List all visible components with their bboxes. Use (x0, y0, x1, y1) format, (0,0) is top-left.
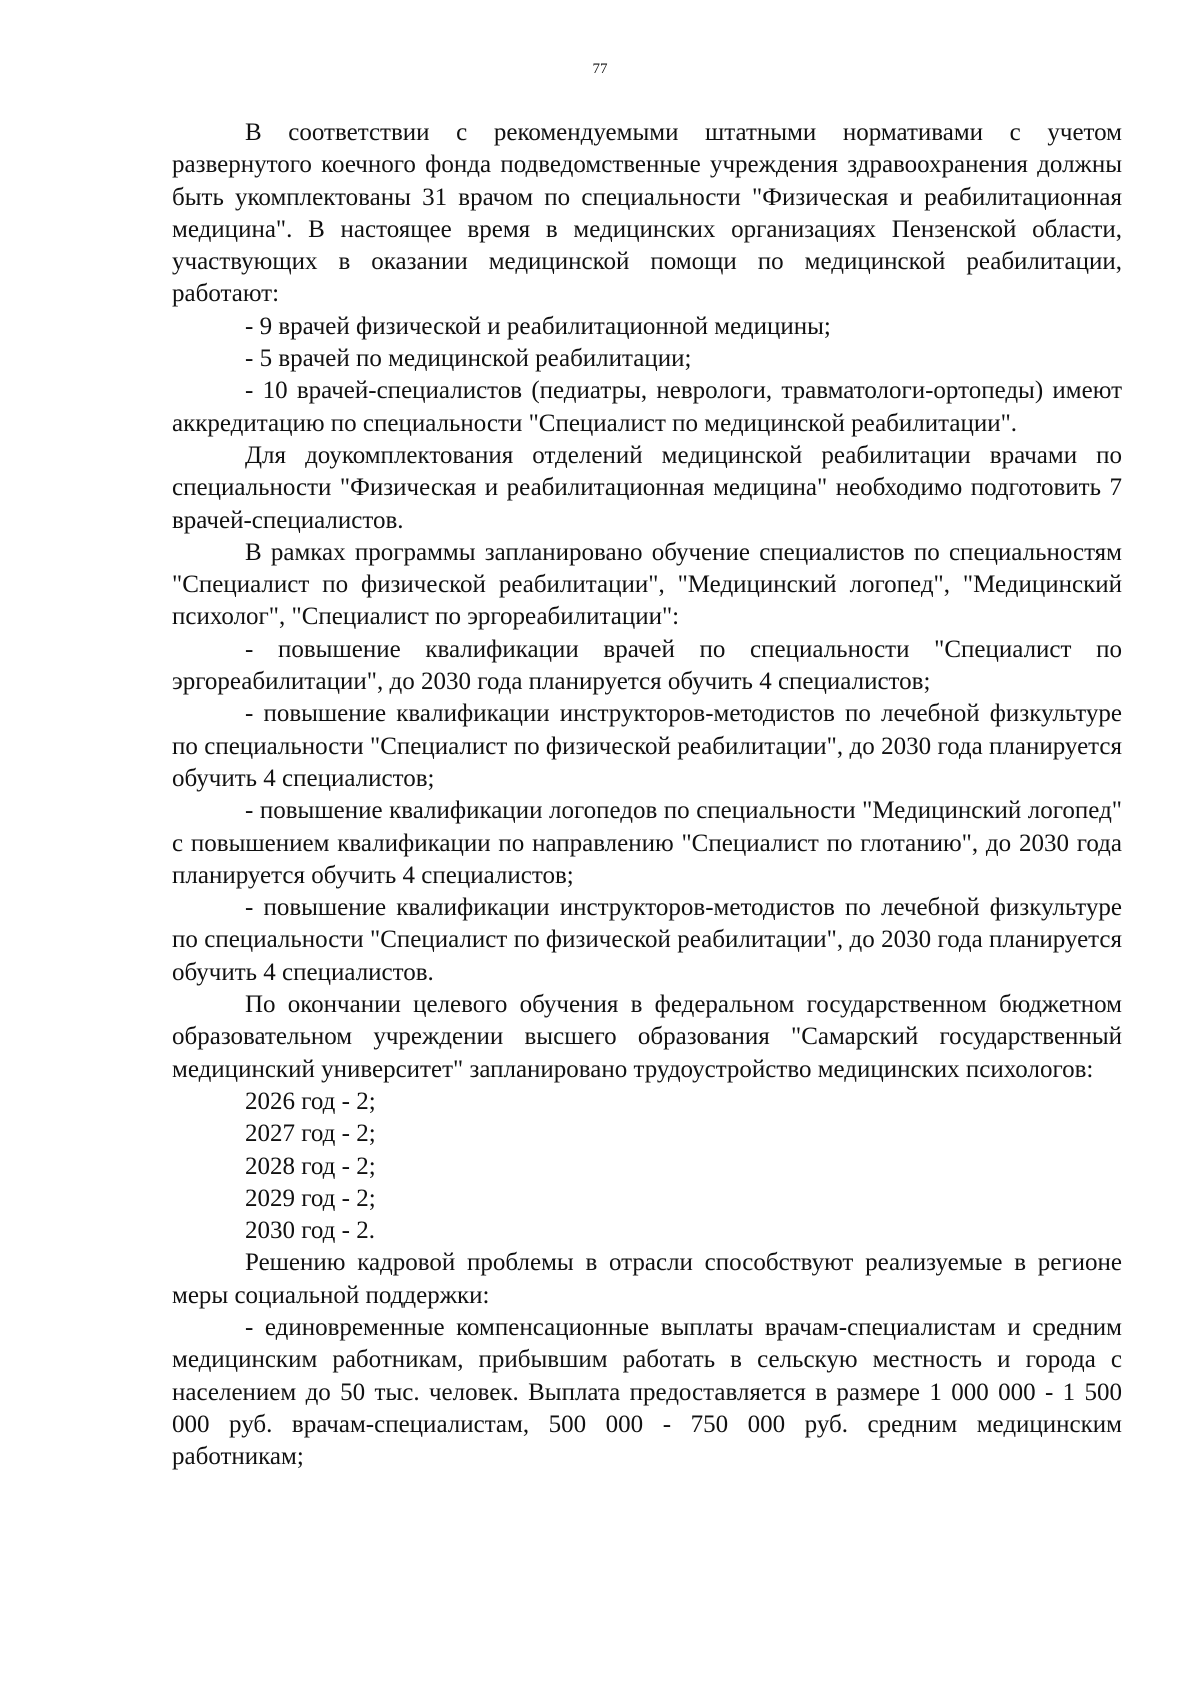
paragraph-staffing-norms: В соответствии с рекомендуемыми штатными нормативами с учетом развернутого коечного фонда подведомственные учреждения здравоохранения должны быть укомплектованы 31 врачом по специальности "Физическая и реабилитационная медицина". В настоящее время в медицинских организациях Пензенской области, участвующих в оказании медицинской помощи по медицинской реабилитации, работают: (172, 119, 1122, 308)
list-item-ergo-training: - повышение квалификации врачей по специальности "Специалист по эргореабилитации", до 2030 года планируется обучить 4 специалистов; (172, 635, 1122, 696)
page-number: 77 (592, 61, 608, 77)
list-item-physical-rehab-training-2: - повышение квалификации инструкторов-методистов по лечебной физкультуре по специальности "Специалист по физической реабилитации", до 2030 года планируется обучить 4 специалистов. (172, 894, 1122, 986)
year-line-2030: 2030 год - 2. (245, 1217, 375, 1245)
year-line-2026: 2026 год - 2; (245, 1087, 376, 1115)
year-line-2027: 2027 год - 2; (245, 1120, 376, 1148)
list-item-rehab-doctors: - 9 врачей физической и реабилитационной медицины; (245, 312, 831, 340)
document-body (172, 117, 1122, 1473)
paragraph-training-plan: В рамках программы запланировано обучение специалистов по специальностям "Специалист по физической реабилитации", "Медицинский логопед", "Медицинский психолог", "Специалист по эргореабилитации": (172, 538, 1122, 631)
list-item-logoped-training: - повышение квалификации логопедов по специальности "Медицинский логопед" с повышением квалификации по направлению "Специалист по глотанию", до 2030 года планируется обучить 4 специалистов; (172, 797, 1122, 889)
list-item-med-rehab-doctors: - 5 врачей по медицинской реабилитации; (245, 345, 692, 373)
list-item-physical-rehab-training: - повышение квалификации инструкторов-методистов по лечебной физкультуре по специальности "Специалист по физической реабилитации", до 2030 года планируется обучить 4 специалистов; (172, 700, 1122, 792)
paragraph-psychologists: По окончании целевого обучения в федеральном государственном бюджетном образовательном учреждении высшего образования "Самарский государственный медицинский университет" запланировано трудоустройство медицинских психологов: (172, 991, 1122, 1083)
year-line-2028: 2028 год - 2; (245, 1152, 376, 1180)
list-item-compensation-payments: - единовременные компенсационные выплаты врачам-специалистам и средним медицинским работникам, прибывшим работать в сельскую местность и города с населением до 50 тыс. человек. Выплата предоставляется в размере 1 000 000 - 1 500 000 руб. врачам-специалистам, 500 000 - 750 000 руб. средним медицинским работникам; (172, 1313, 1122, 1471)
paragraph-social-support: Решению кадровой проблемы в отрасли способствуют реализуемые в регионе меры социальной поддержки: (172, 1249, 1122, 1309)
year-line-2029: 2029 год - 2; (245, 1184, 376, 1212)
paragraph-staffing-need: Для доукомплектования отделений медицинской реабилитации врачами по специальности "Физическая и реабилитационная медицина" необходимо подготовить 7 врачей-специалистов. (172, 441, 1122, 534)
list-item-specialists-accredited: - 10 врачей-специалистов (педиатры, неврологи, травматологи-ортопеды) имеют аккредитацию по специальности "Специалист по медицинской реабилитации". (172, 377, 1122, 437)
